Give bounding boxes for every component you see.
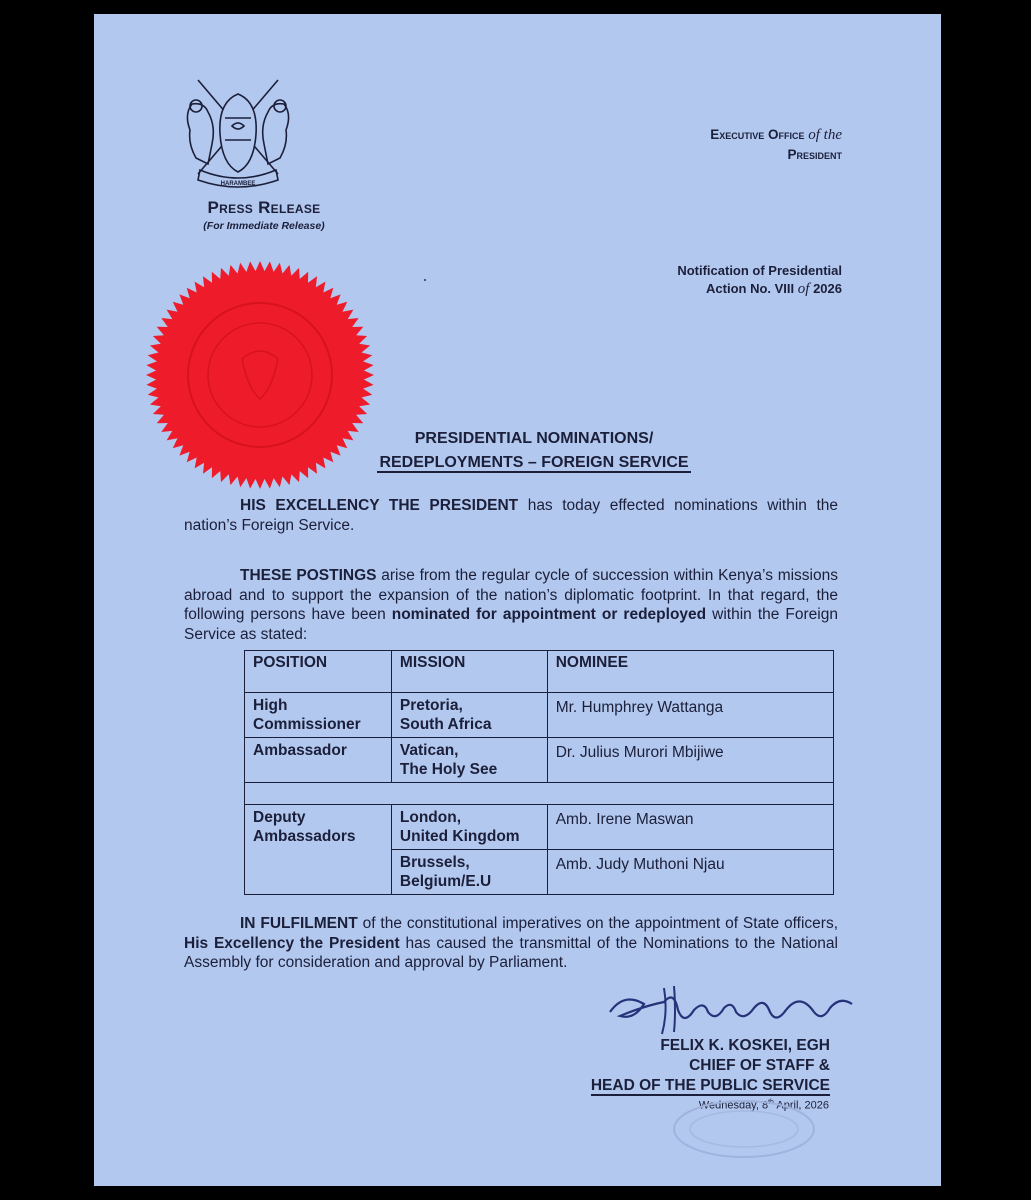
mission-cell: Pretoria, South Africa: [391, 693, 547, 738]
nominee-cell: Dr. Julius Murori Mbijiwe: [547, 738, 833, 783]
mission-cell: Brussels, Belgium/E.U: [391, 850, 547, 895]
header-mission: MISSION: [391, 651, 547, 693]
signatory-title2: HEAD OF THE PUBLIC SERVICE: [590, 1077, 830, 1094]
paragraph-1: [184, 496, 838, 535]
signatory-block: [591, 1036, 830, 1096]
office-of: of the: [808, 127, 842, 143]
speck: [424, 279, 426, 281]
handwritten-signature: [604, 982, 864, 1038]
executive-office-header: [710, 125, 842, 164]
table-row: [245, 738, 834, 783]
p3-bold: IN FULFILMENT: [240, 915, 358, 932]
p2-text2: within the Foreign Service as stated:: [184, 606, 838, 643]
office-line1: Executive Office: [710, 127, 805, 142]
document-title: [334, 427, 734, 475]
emblem-motto: HARAMBEE: [220, 181, 256, 187]
notification-of: of: [797, 281, 810, 297]
p2-text: arise from the regular cycle of succession within Kenya’s missions abroad and to support the expansion of the nation’s diplomatic footprint. In that regard, the following persons have been: [184, 567, 838, 623]
p3-bold2: His Excellency the President: [184, 934, 400, 952]
header-nominee: NOMINEE: [547, 651, 833, 693]
table-header-row: [245, 651, 834, 693]
position-cell: Ambassador: [245, 738, 392, 783]
mission-cell: Vatican, The Holy See: [391, 738, 547, 783]
paragraph-3: [184, 914, 838, 973]
signatory-title1: CHIEF OF STAFF &: [689, 1057, 830, 1074]
press-release-heading: [174, 198, 354, 232]
paragraph-2: [184, 566, 838, 644]
table-spacer-row: [245, 783, 834, 805]
mission-cell: London, United Kingdom: [391, 805, 547, 850]
nominee-cell: Amb. Judy Muthoni Njau: [547, 850, 833, 895]
press-release-page: [94, 14, 941, 1186]
p1-bold: HIS EXCELLENCY THE PRESIDENT: [240, 497, 519, 514]
faint-office-stamp: [664, 1094, 824, 1164]
notification-line1: Notification of Presidential: [677, 263, 842, 278]
nominee-cell: Amb. Irene Maswan: [547, 805, 833, 850]
notification-year: 2026: [813, 281, 842, 296]
header-position: POSITION: [245, 651, 392, 693]
table-row: [245, 693, 834, 738]
p3-text2: has caused the transmittal of the Nominations to the National Assembly for consideration and approval by Parliament.: [184, 934, 838, 971]
p3-text: of the constitutional imperatives on the appointment of State officers,: [357, 915, 839, 932]
release-date: Wednesday, 8th April, 2026: [698, 1099, 829, 1112]
p2-bold: THESE POSTINGS: [240, 567, 377, 584]
notification-reference: [677, 262, 842, 298]
table-row: [245, 805, 834, 850]
office-line2: President: [787, 147, 842, 162]
p1-text: has today effected nominations within the nation’s Foreign Service.: [184, 497, 838, 534]
p2-bold2: nominated for appointment or redeployed: [391, 606, 707, 623]
position-cell: Deputy Ambassadors: [245, 805, 392, 895]
kenya-coat-of-arms-emblem: [178, 74, 298, 196]
signatory-name: FELIX K. KOSKEI, EGH: [660, 1037, 830, 1054]
nominee-cell: Mr. Humphrey Wattanga: [547, 693, 833, 738]
position-cell: High Commissioner: [245, 693, 392, 738]
notification-line2: Action No. VIII: [706, 281, 795, 296]
title-line2: REDEPLOYMENTS – FOREIGN SERVICE: [379, 454, 689, 471]
press-release-title: Press Release: [207, 198, 321, 217]
nominations-table: [244, 650, 834, 895]
press-release-subtitle: (For Immediate Release): [203, 220, 325, 232]
title-line1: PRESIDENTIAL NOMINATIONS/: [414, 430, 654, 447]
